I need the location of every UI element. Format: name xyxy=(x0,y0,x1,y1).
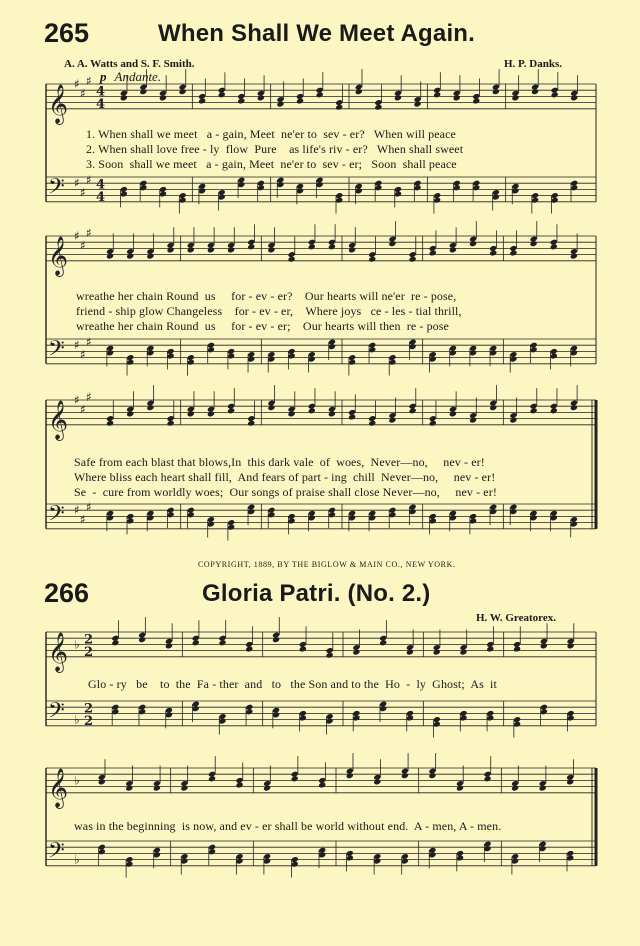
dynamic-mark: p xyxy=(100,69,107,84)
sharp-icon: ♯ xyxy=(86,335,92,350)
lyric-line-verse-2: friend - ship glow Changeless for - ev - er, Where joys ce - les - tial thrill, xyxy=(76,304,462,318)
lyric-line-verse-1: Safe from each blast that blows,In this dark vale of woes, Never—no, nev - er! xyxy=(74,455,485,469)
lyric-line-verse-1: wreathe her chain Round us for - ev - er? Our hearts will ne'er re - pose, xyxy=(76,289,457,303)
time-signature-denominator: 4 xyxy=(96,96,106,112)
lyric-line-verse-2: Where bliss each heart shall fill, And fears of part - ing chill Never—no, nev - er! xyxy=(74,470,496,484)
note-head xyxy=(346,772,354,779)
time-signature-numerator: 2 xyxy=(84,701,94,717)
treble-clef-icon: 𝄞 xyxy=(48,767,69,808)
time-signature-denominator: 2 xyxy=(84,713,94,729)
flat-icon: ♭ xyxy=(74,637,80,652)
treble-clef-icon: 𝄞 xyxy=(48,235,69,276)
note-head xyxy=(484,775,492,782)
note-head xyxy=(456,785,464,792)
sharp-icon: ♯ xyxy=(80,512,86,527)
sharp-icon: ♯ xyxy=(86,389,92,404)
copyright-notice: COPYRIGHT, 1889, BY THE BIGLOW & MAIN CO., NEW YORK. xyxy=(198,560,456,569)
lyric-line: was in the beginning is now, and ev - er shall be world without end. A - men, A - men. xyxy=(74,819,502,833)
lyric-line: Glo - ry be to the Fa - ther and to the Son and to the Ho - ly Ghost; As it xyxy=(88,677,497,691)
bass-clef-icon: 𝄢 xyxy=(48,336,65,367)
sharp-icon: ♯ xyxy=(74,393,80,407)
music-credit: H. P. Danks. xyxy=(504,58,562,70)
note-head xyxy=(180,785,188,792)
lyric-line-verse-2: 2. When shall love free - ly flow Pure as life's riv - er? When shall sweet xyxy=(86,142,464,156)
sharp-icon: ♯ xyxy=(86,173,92,188)
lyric-line-verse-3: Se - cure from worldly woes; Our songs of praise shall close Never—no, nev - er! xyxy=(74,485,497,499)
time-signature-denominator: 4 xyxy=(96,189,106,205)
note-head xyxy=(428,772,436,779)
note-head xyxy=(291,775,299,782)
treble-clef-icon: 𝄞 xyxy=(48,83,69,124)
note-head xyxy=(125,785,133,792)
lyric-line-verse-1: 1. When shall we meet a - gain, Meet ne'er to sev - er? When will peace xyxy=(86,127,456,141)
sharp-icon: ♯ xyxy=(86,225,92,240)
treble-clef-icon: 𝄞 xyxy=(48,399,69,440)
lyric-line-verse-3: 3. Soon shall we meet a - gain, Meet ne'er to sev - er; Soon shall peace xyxy=(86,157,457,171)
hymn-title: When Shall We Meet Again. xyxy=(158,20,476,47)
sharp-icon: ♯ xyxy=(74,176,80,191)
bass-clef-icon: 𝄢 xyxy=(48,501,65,532)
words-credit: A. A. Watts and S. F. Smith. xyxy=(64,58,195,70)
flat-icon: ♭ xyxy=(74,852,80,867)
sharp-icon: ♯ xyxy=(74,77,80,91)
bass-clef-icon: 𝄢 xyxy=(48,698,65,729)
note-head xyxy=(511,785,519,792)
hymn-title: Gloria Patri. (No. 2.) xyxy=(202,580,431,607)
time-signature-numerator: 2 xyxy=(84,632,94,648)
sharp-icon: ♯ xyxy=(80,185,86,200)
note-head xyxy=(373,779,381,786)
flat-icon: ♭ xyxy=(74,773,80,788)
note-head xyxy=(208,775,216,782)
sharp-icon: ♯ xyxy=(80,402,86,417)
sharp-icon: ♯ xyxy=(80,86,86,101)
hymn-number: 265 xyxy=(44,18,90,48)
treble-clef-icon: 𝄞 xyxy=(48,631,69,672)
sharp-icon: ♯ xyxy=(80,347,86,362)
note-head xyxy=(263,785,271,792)
sharp-icon: ♯ xyxy=(74,338,80,353)
note-head xyxy=(98,779,106,786)
lyric-line-verse-3: wreathe her chain Round us for - ev - er; Our hearts will then re - pose xyxy=(76,319,449,333)
note-head xyxy=(318,782,326,789)
note-head xyxy=(566,779,574,786)
sharp-icon: ♯ xyxy=(74,229,80,243)
hymn-number: 266 xyxy=(44,578,90,608)
lyrics-block xyxy=(74,819,501,834)
note-head xyxy=(401,772,409,779)
time-signature-denominator: 2 xyxy=(84,644,94,660)
sharp-icon: ♯ xyxy=(86,73,92,88)
sharp-icon: ♯ xyxy=(74,503,80,518)
flat-icon: ♭ xyxy=(74,712,80,727)
sharp-icon: ♯ xyxy=(80,238,86,253)
final-barline-thick xyxy=(595,768,598,866)
tempo-text: Andante. xyxy=(114,69,162,84)
time-signature-numerator: 4 xyxy=(96,84,106,100)
sharp-icon: ♯ xyxy=(86,500,92,515)
note-head xyxy=(539,785,547,792)
music-credit: H. W. Greatorex. xyxy=(476,612,556,624)
bass-clef-icon: 𝄢 xyxy=(48,838,65,869)
note-head xyxy=(153,785,161,792)
bass-clef-icon: 𝄢 xyxy=(48,174,65,205)
note-head xyxy=(236,782,244,789)
time-signature-numerator: 4 xyxy=(96,177,106,193)
